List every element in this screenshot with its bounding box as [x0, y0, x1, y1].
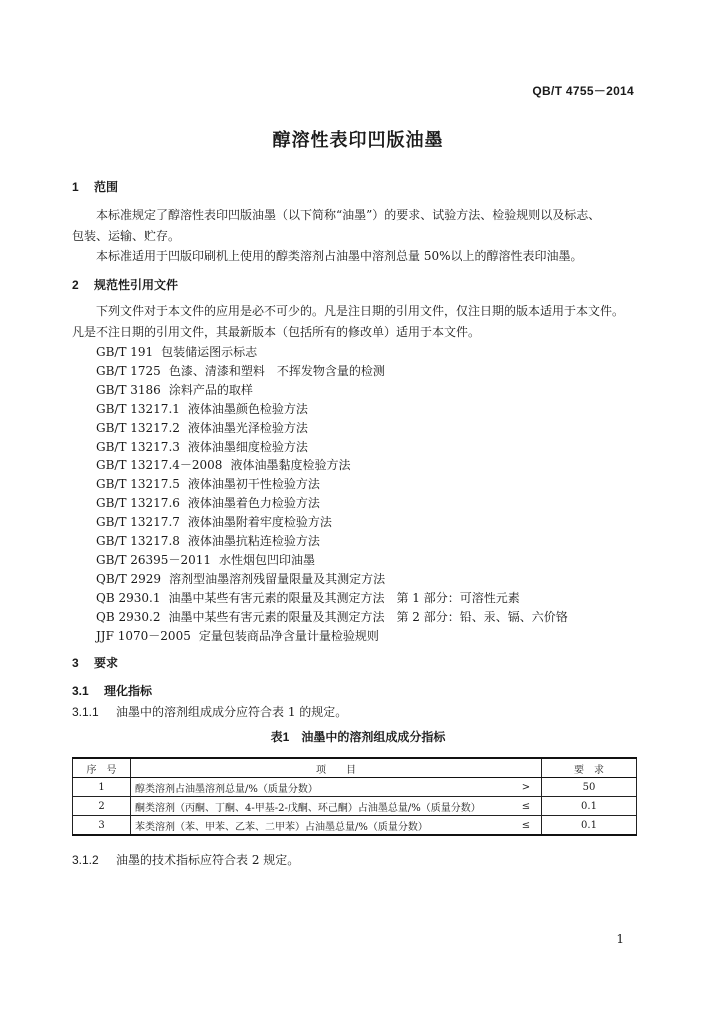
reference-title: 液体油墨抗粘连检验方法: [187, 534, 320, 548]
table-header-row: [73, 758, 637, 778]
reference-title: 色漆、清漆和塑料 不挥发物含量的检测: [168, 363, 385, 378]
section-1-para-1-line-2: 包装、运输、贮存。: [72, 229, 181, 243]
reference-code: GB/T 3186: [96, 382, 161, 397]
reference-code: GB/T 13217.8: [96, 534, 180, 548]
clause-3-1-1: [72, 703, 347, 720]
row-operator: ≤: [511, 816, 542, 836]
header-no: 序 号: [73, 758, 131, 778]
reference-item: [96, 381, 253, 398]
reference-title: 液体油墨光泽检验方法: [187, 420, 308, 435]
reference-item: [96, 551, 315, 568]
reference-code: GB/T 13217.4－2008: [96, 458, 223, 473]
subsection-3-1-number: 3.1: [72, 684, 89, 698]
section-1-number: 1: [72, 180, 79, 194]
reference-title: 液体油墨黏度检验方法: [230, 458, 351, 473]
reference-item: [96, 456, 350, 473]
reference-title: 液体油墨初干性检验方法: [187, 477, 320, 492]
reference-title: 水性烟包凹印油墨: [218, 552, 315, 567]
row-number: 1: [73, 778, 131, 797]
clause-3-1-1-text: 油墨中的溶剂组成成分应符合表 1 的规定。: [116, 705, 348, 719]
table-1: [72, 757, 637, 836]
reference-code: GB/T 13217.6: [96, 496, 180, 511]
row-requirement: 0.1: [542, 816, 637, 836]
section-2-heading: [72, 276, 178, 293]
reference-title: 涂料产品的取样: [168, 382, 253, 397]
table-1-caption: 表1 油墨中的溶剂组成成分指标: [270, 730, 446, 744]
subsection-3-1-title: 理化指标: [104, 684, 153, 698]
reference-title: 溶剂型油墨溶剂残留量限量及其测定方法: [169, 571, 386, 586]
reference-code: GB/T 13217.3: [96, 439, 180, 454]
reference-code: QB 2930.1: [96, 590, 161, 605]
reference-title: 液体油墨颜色检验方法: [187, 401, 308, 416]
reference-code: GB/T 13217.7: [96, 515, 180, 530]
standard-code: QB/T 4755－2014: [532, 84, 634, 98]
reference-item: [96, 513, 332, 530]
row-number: 3: [73, 816, 131, 836]
table-row: [73, 797, 637, 816]
reference-code: QB/T 2929: [96, 571, 162, 586]
page-number: 1: [616, 932, 624, 946]
clause-3-1-2: [72, 851, 299, 868]
section-2-intro-line-2: 凡是不注日期的引用文件，其最新版本（包括所有的修改单）适用于本文件。: [72, 325, 481, 339]
reference-title: 油墨中某些有害元素的限量及其测定方法 第 2 部分：铅、汞、镉、六价铬: [168, 609, 568, 624]
reference-code: GB/T 1725: [96, 363, 161, 378]
section-1-para-1-line-1: 本标准规定了醇溶性表印凹版油墨（以下简称“油墨”）的要求、试验方法、检验规则以及标志、: [96, 208, 601, 222]
table-row: [73, 778, 637, 797]
row-operator: ≤: [511, 797, 542, 816]
subsection-3-1-heading: [72, 682, 152, 699]
section-2-number: 2: [72, 278, 79, 292]
section-3-title: 要求: [94, 656, 119, 670]
row-requirement: 0.1: [542, 797, 637, 816]
reference-code: QB 2930.2: [96, 609, 161, 624]
section-1-title: 范围: [94, 180, 119, 194]
reference-item: [96, 532, 320, 549]
row-requirement: 50: [542, 778, 637, 797]
reference-title: 液体油墨着色力检验方法: [187, 496, 320, 511]
reference-item: [96, 343, 257, 360]
table-row: [73, 816, 637, 836]
reference-code: GB/T 13217.1: [96, 401, 180, 416]
reference-title: 液体油墨细度检验方法: [187, 439, 308, 454]
section-2-intro-line-1: 下列文件对于本文件的应用是必不可少的。凡是注日期的引用文件，仅注日期的版本适用于本文件。: [96, 304, 625, 318]
reference-item: [96, 589, 520, 606]
reference-code: GB/T 26395－2011: [96, 552, 211, 567]
clause-3-1-2-number: 3.1.2: [72, 853, 99, 867]
reference-code: GB/T 13217.2: [96, 420, 180, 435]
section-3-number: 3: [72, 656, 79, 670]
reference-code: GB/T 13217.5: [96, 477, 180, 492]
row-item: 苯类溶剂（苯、甲苯、乙苯、二甲苯）占油墨总量/%（质量分数）: [131, 816, 512, 836]
section-1-para-2: 本标准适用于凹版印刷机上使用的醇类溶剂占油墨中溶剂总量 50%以上的醇溶性表印油墨。: [96, 249, 583, 263]
section-1-heading: [72, 178, 118, 195]
section-2-title: 规范性引用文件: [94, 278, 179, 292]
reference-item: [96, 475, 320, 492]
reference-code: JJF 1070－2005: [96, 628, 191, 643]
section-3-heading: [72, 654, 118, 671]
row-item: 酮类溶剂（丙酮、丁酮、4-甲基-2-戊酮、环己酮）占油墨总量/%（质量分数）: [131, 797, 512, 816]
reference-title: 液体油墨附着牢度检验方法: [187, 515, 332, 530]
reference-item: [96, 400, 308, 417]
reference-code: GB/T 191: [96, 345, 154, 359]
row-item: 醇类溶剂占油墨溶剂总量/%（质量分数）: [131, 778, 512, 797]
reference-title: 包装储运图示标志: [161, 345, 258, 359]
header-requirement: 要 求: [542, 758, 637, 778]
clause-3-1-2-text: 油墨的技术指标应符合表 2 规定。: [116, 853, 300, 867]
reference-item: [96, 494, 320, 511]
reference-item: [96, 570, 385, 587]
reference-item: [96, 362, 385, 379]
reference-item: [96, 608, 568, 625]
clause-3-1-1-number: 3.1.1: [72, 705, 99, 719]
header-item: 项 目: [131, 758, 542, 778]
reference-item: [96, 627, 379, 644]
document-title: 醇溶性表印凹版油墨: [272, 130, 444, 151]
row-number: 2: [73, 797, 131, 816]
reference-title: 油墨中某些有害元素的限量及其测定方法 第 1 部分：可溶性元素: [168, 590, 520, 605]
reference-title: 定量包装商品净含量计量检验规则: [198, 628, 379, 643]
reference-item: [96, 419, 308, 436]
row-operator: >: [511, 778, 542, 797]
reference-item: [96, 438, 308, 455]
